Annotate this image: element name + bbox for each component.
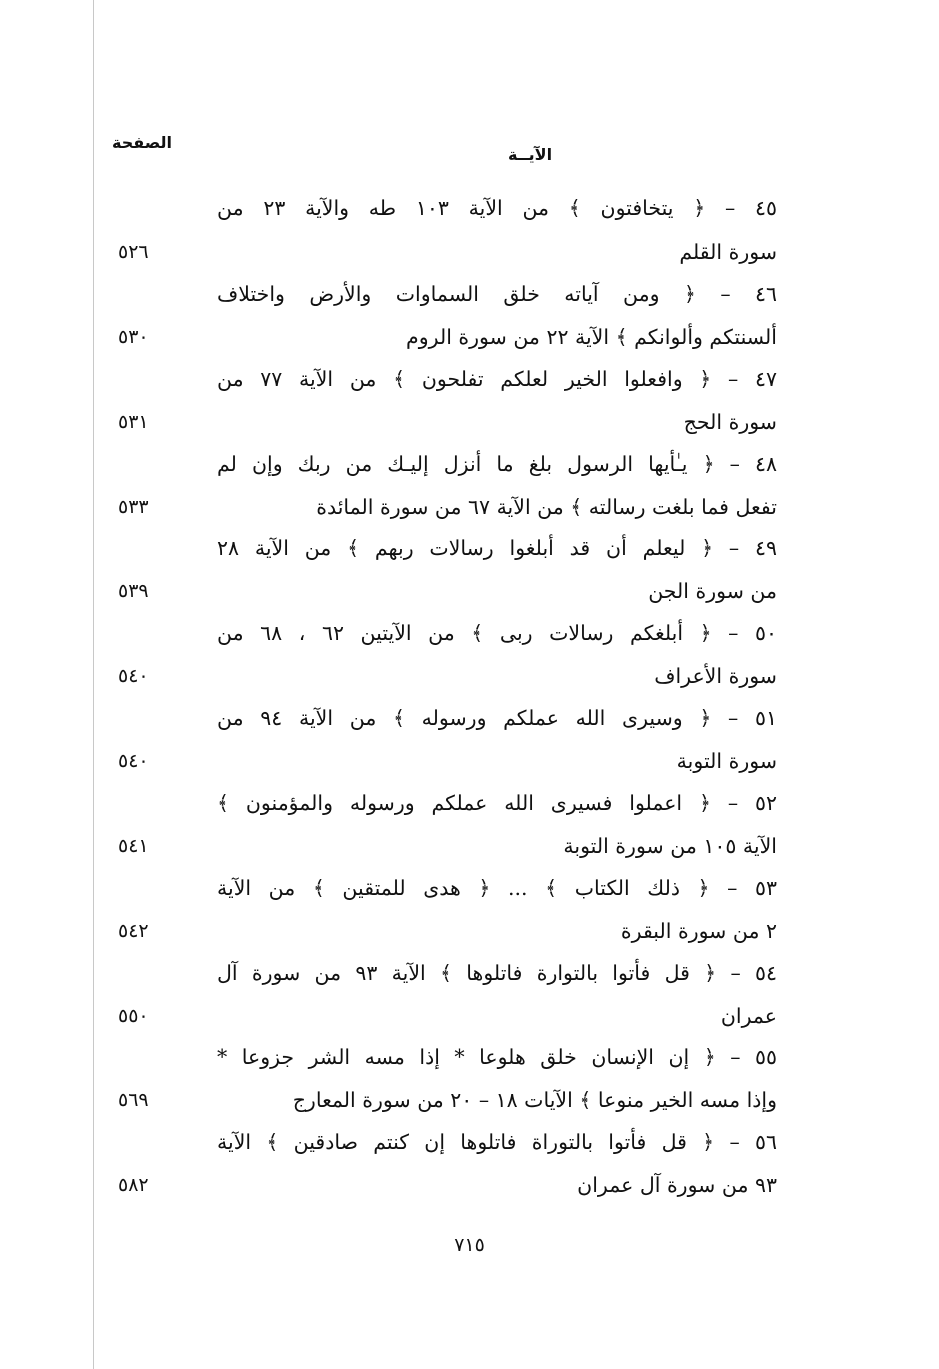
verse-line-1: ٥٠ – ﴿ أبلغكم رسالات ربى ﴾ من الآيتين ٦٢ ، ٦٨ من	[217, 621, 778, 645]
verse-line-1: ٤٨ – ﴿ يـٰأيها الرسول بلغ ما أنزل إليـك من ربك وإن لم	[217, 452, 777, 476]
verse-line-2: سورة الحج	[683, 410, 777, 434]
verse-line-1: ٥٦ – ﴿ قل فأتوا بالتوراة فاتلوها إن كنتم صادقين ﴾ الآية	[217, 1130, 777, 1154]
page-number: ٥٤٠	[118, 665, 149, 687]
verse-line-1: ٥٤ – ﴿ قل فأتوا بالتوارة فاتلوها ﴾ الآية ٩٣ من سورة آل	[217, 961, 777, 985]
page-number: ٥٤٠	[118, 750, 149, 772]
page-number: ٥٦٩	[118, 1089, 149, 1111]
verse-line-1: ٤٩ – ﴿ ليعلم أن قد أبلغوا رسالات ربهم ﴾ من الآية ٢٨	[217, 536, 777, 560]
verse-line-2: سورة الأعراف	[654, 664, 777, 688]
folio-page-number: ٧١٥	[454, 1234, 485, 1256]
verse-line-2: سورة التوبة	[676, 749, 777, 773]
verse-line-1: ٥١ – ﴿ وسيرى الله عملكم ورسوله ﴾ من الآية ٩٤ من	[217, 706, 777, 730]
verse-line-2: من سورة الجن	[648, 579, 777, 603]
page-number: ٥٣٣	[118, 496, 149, 518]
verse-column-header: الآيــة	[508, 145, 553, 164]
verse-line-2: عمران	[720, 1004, 777, 1028]
verse-line-2: ٩٣ من سورة آل عمران	[577, 1173, 777, 1197]
verse-line-2: الآية ١٠٥ من سورة التوبة	[563, 834, 777, 858]
page-number: ٥٣٩	[118, 580, 149, 602]
page-number: ٥٣١	[118, 411, 149, 433]
verse-line-1: ٤٧ – ﴿ وافعلوا الخير لعلكم تفلحون ﴾ من الآية ٧٧ من	[217, 367, 777, 391]
page-number: ٥٢٦	[118, 241, 149, 263]
page-number: ٥٣٠	[118, 326, 149, 348]
page-number: ٥٤١	[118, 835, 149, 857]
page-number: ٥٤٢	[118, 920, 149, 942]
verse-line-1: ٥٢ – ﴿ اعملوا فسيرى الله عملكم ورسوله والمؤمنون ﴾	[217, 791, 777, 815]
page-number: ٥٥٠	[118, 1005, 149, 1027]
verse-line-2: وإذا مسه الخير منوعا ﴾ الآيات ١٨ – ٢٠ من سورة المعارج	[292, 1088, 777, 1112]
verse-line-1: ٥٥ – ﴿ إن الإنسان خلق هلوعا * إذا مسه الشر جزوعا *	[217, 1045, 777, 1069]
page-number: ٥٨٢	[118, 1174, 149, 1196]
verse-line-1: ٥٣ – ﴿ ذلك الكتاب ﴾ ... ﴿ هدى للمتقين ﴾ من الآية	[217, 876, 777, 900]
verse-line-1: ٤٦ – ﴿ ومن آياته خلق السماوات والأرض واختلاف	[217, 282, 777, 306]
verse-line-2: تفعل فما بلغت رسالته ﴾ من الآية ٦٧ من سورة المائدة	[316, 495, 777, 519]
page-column-header: الصفحة	[112, 133, 173, 152]
verse-line-2: ألسنتكم وألوانكم ﴾ الآية ٢٢ من سورة الروم	[406, 325, 777, 349]
verse-line-2: سورة القلم	[679, 240, 777, 264]
verse-line-2: ٢ من سورة البقرة	[620, 919, 777, 943]
verse-line-1: ٤٥ – ﴿ يتخافتون ﴾ من الآية ١٠٣ طه والآية ٢٣ من	[217, 196, 778, 220]
